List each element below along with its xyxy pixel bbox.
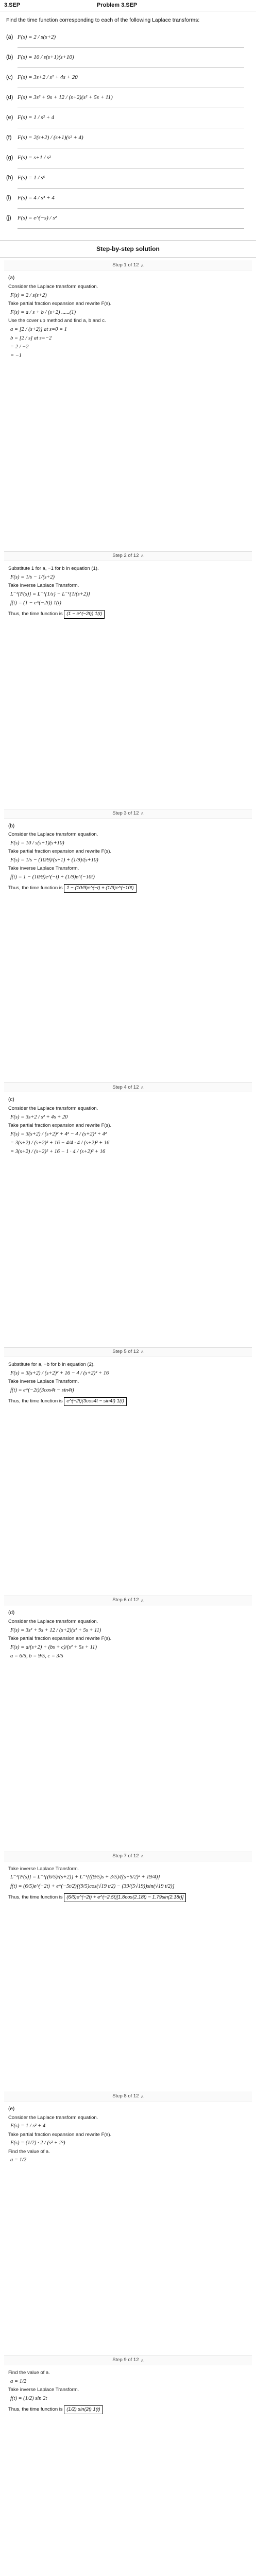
step-section: [4, 809, 252, 1083]
final-statement: [8, 2405, 249, 2414]
step-equation: = 2 / −2: [10, 344, 29, 350]
final-text: Thus, the time function is: [8, 1398, 63, 1404]
problem-label: (a): [6, 33, 13, 40]
step-equation: f(t) = (1/2) sin 2t: [10, 2396, 47, 2401]
step-text: Substitute 1 for a, −1 for b in equation (1).: [8, 565, 99, 571]
step-equation: f(t) = 1 − (10/9)e^(−t) + (1/9)e^(−10t): [10, 874, 95, 880]
step-equation: F(s) = 1 / s² + 4: [10, 2123, 46, 2129]
chevron-up-icon[interactable]: ˄: [141, 1349, 144, 1355]
problem-label: (i): [6, 194, 11, 201]
final-statement: [8, 1397, 249, 1406]
step-section: [4, 2355, 252, 2576]
chevron-up-icon[interactable]: ˄: [141, 1084, 144, 1090]
part-label: (a): [8, 275, 15, 281]
boxed-answer: (1/2) sin(2t) 1(t): [64, 2405, 103, 2414]
step-text: Take inverse Laplace Transform.: [8, 1866, 79, 1872]
step-section: [4, 1852, 252, 2092]
step-equation: F(s) = 3(s+2) / (s+2)² + 4² − 4 / (s+2)² + 4²: [10, 1131, 107, 1137]
step-text: Consider the Laplace transform equation.: [8, 832, 98, 838]
step-header[interactable]: [4, 1596, 252, 1605]
step-header-label: Step 8 of 12: [112, 2093, 139, 2099]
chevron-up-icon[interactable]: ˄: [141, 553, 144, 559]
chevron-up-icon[interactable]: ˄: [141, 1853, 144, 1859]
step-header-label: Step 1 of 12: [112, 262, 139, 268]
step-list: [0, 261, 256, 2576]
problem-item: [6, 209, 250, 227]
step-equation: F(s) = (1/2) · 2 / (s² + 2²): [10, 2140, 65, 2146]
final-text: Thus, the time function is: [8, 885, 63, 891]
step-header[interactable]: [4, 1348, 252, 1357]
problem-item: [6, 189, 250, 207]
problem-label: (e): [6, 114, 13, 121]
final-statement: [8, 610, 249, 619]
problem-item: [6, 108, 250, 127]
step-equation: a = 1/2: [10, 2157, 27, 2163]
step-header-label: Step 3 of 12: [112, 810, 139, 816]
step-body: [4, 270, 252, 551]
step-equation: L⁻¹{F(s)} = L⁻¹{(6/5)/(s+2)} + L⁻¹{((9/5)s + 3/5)/((s+5/2)² + 19/4)}: [10, 1874, 160, 1880]
step-header-label: Step 6 of 12: [112, 1597, 139, 1603]
step-body: [4, 1357, 252, 1596]
step-text: Consider the Laplace transform equation.: [8, 2114, 98, 2121]
problem-expression: F(s) = 1 / s² + 4: [18, 114, 55, 121]
problem-label: (j): [6, 214, 11, 221]
chevron-up-icon[interactable]: ˄: [141, 263, 144, 268]
step-section: [4, 261, 252, 551]
final-text: Thus, the time function is: [8, 2406, 63, 2413]
step-equation: f(t) = (1 − e^(−2t)) 1(t): [10, 600, 61, 606]
step-header[interactable]: [4, 2092, 252, 2102]
step-equation: a = [2 / (s+2)] at s=0 = 1: [10, 326, 67, 332]
part-label: (c): [8, 1097, 14, 1103]
step-body: [4, 819, 252, 1083]
step-equation: b = [2 / s] at s=−2: [10, 335, 52, 341]
step-equation: F(s) = 1/s − (10/9)/(s+1) + (1/9)/(s+10): [10, 857, 98, 863]
step-header[interactable]: [4, 1852, 252, 1861]
solution-title: Step-by-step solution: [0, 240, 256, 258]
step-text: Consider the Laplace transform equation.: [8, 1618, 98, 1624]
step-equation: a = 6/5, b = 9/5, c = 3/5: [10, 1653, 63, 1659]
problem-label: (h): [6, 174, 13, 181]
step-header[interactable]: [4, 552, 252, 561]
problem-label: (f): [6, 134, 12, 141]
chevron-up-icon[interactable]: ˄: [141, 2358, 144, 2363]
boxed-answer: (6/5)e^(−2t) + e^(−2.5t)[1.8cos(2.18t) − 1.79sin(2.18t)]: [64, 1893, 186, 1902]
step-header[interactable]: [4, 1083, 252, 1092]
answer-rule: [18, 228, 244, 229]
problem-label: (g): [6, 154, 13, 161]
step-header-label: Step 5 of 12: [112, 1348, 139, 1354]
problem-item: [6, 168, 250, 187]
problem-expression: F(s) = 2 / s(s+2): [18, 33, 56, 40]
step-text: Take inverse Laplace Transform.: [8, 1378, 79, 1384]
step-equation: F(s) = 2 / s(s+2): [10, 292, 47, 298]
step-text: Take inverse Laplace Transform.: [8, 2387, 79, 2393]
step-body: [4, 2102, 252, 2355]
problem-expression: F(s) = 3s+2 / s² + 4s + 20: [18, 74, 78, 80]
step-section: [4, 1347, 252, 1596]
problem-expression: F(s) = 10 / s(s+1)(s+10): [18, 54, 74, 60]
step-text: Find the value of a.: [8, 2370, 50, 2376]
header-left: 3.SEP: [4, 2, 21, 9]
step-equation: F(s) = 3s² + 9s + 12 / (s+2)(s² + 5s + 11): [10, 1627, 101, 1633]
step-section: [4, 551, 252, 809]
step-equation: f(t) = (6/5)e^(−2t) + e^(−5t/2)[(9/5)cos(√19 t/2) − (39/(5√19))sin(√19 t/2)]: [10, 1883, 175, 1889]
step-header[interactable]: [4, 809, 252, 819]
part-label: (d): [8, 1610, 15, 1616]
final-statement: [8, 1893, 249, 1902]
header-title: Problem 3.SEP: [97, 2, 138, 9]
boxed-answer: e^(−2t)(3cos4t − sin4t) 1(t): [64, 1397, 127, 1406]
chevron-up-icon[interactable]: ˄: [141, 810, 144, 816]
step-equation: F(s) = 10 / s(s+1)(s+10): [10, 840, 64, 846]
step-body: [4, 1861, 252, 2092]
step-body: [4, 1092, 252, 1347]
step-text: Consider the Laplace transform equation.: [8, 1105, 98, 1111]
step-header-label: Step 4 of 12: [112, 1084, 139, 1090]
step-section: [4, 2092, 252, 2355]
top-bar: [0, 0, 256, 11]
step-header-label: Step 9 of 12: [112, 2357, 139, 2363]
step-text: Consider the Laplace transform equation.: [8, 283, 98, 290]
problem-expression: F(s) = s+1 / s²: [18, 154, 51, 161]
boxed-answer: 1 − (10/9)e^(−t) + (1/9)e^(−10t): [64, 884, 136, 893]
step-equation: F(s) = 3s+2 / s² + 4s + 20: [10, 1114, 68, 1120]
step-body: [4, 2365, 252, 2576]
step-text: Take partial fraction expansion and rewrite F(s).: [8, 1122, 112, 1128]
problem-item: [6, 88, 250, 107]
problem-label: (d): [6, 94, 13, 100]
problem-label: (c): [6, 74, 13, 80]
step-header[interactable]: [4, 2356, 252, 2365]
step-equation: = 3(s+2) / (s+2)² + 16 − 1 · 4 / (s+2)² + 16: [10, 1149, 106, 1155]
step-body: [4, 561, 252, 809]
problem-expression: F(s) = 3s² + 9s + 12 / (s+2)(s² + 5s + 11): [18, 94, 113, 100]
step-header-label: Step 2 of 12: [112, 553, 139, 559]
step-text: Substitute for a, −b for b in equation (2).: [8, 1361, 95, 1367]
step-equation: = −1: [10, 353, 22, 359]
step-equation: F(s) = 3(s+2) / (s+2)² + 16 − 4 / (s+2)² + 16: [10, 1370, 109, 1376]
final-statement: [8, 884, 249, 893]
problem-expression: F(s) = 4 / s⁴ + 4: [18, 194, 55, 201]
final-text: Thus, the time function is: [8, 1894, 63, 1900]
final-text: Thus, the time function is: [8, 611, 63, 617]
problem-item: [6, 148, 250, 167]
step-text: Take inverse Laplace Transform.: [8, 582, 79, 588]
problem-expression: F(s) = 1 / s⁶: [18, 174, 45, 181]
problem-item: [6, 28, 250, 46]
problem-list: [0, 26, 256, 229]
step-header[interactable]: [4, 261, 252, 270]
step-equation: f(t) = e^(−2t)(3cos4t − sin4t): [10, 1387, 74, 1393]
step-text: Take partial fraction expansion and rewrite F(s).: [8, 2131, 112, 2138]
problem-item: [6, 68, 250, 87]
part-label: (b): [8, 823, 15, 829]
step-text: Take partial fraction expansion and rewrite F(s).: [8, 1635, 112, 1641]
part-label: (e): [8, 2106, 15, 2112]
step-section: [4, 1082, 252, 1347]
step-text: Find the value of a.: [8, 2148, 50, 2155]
step-equation: F(s) = a / s + b / (s+2) ......(1): [10, 309, 76, 315]
step-equation: F(s) = 1/s − 1/(s+2): [10, 574, 55, 580]
boxed-answer: (1 − e^(−2t)) 1(t): [64, 610, 105, 619]
step-equation: F(s) = a/(s+2) + (bs + c)/(s² + 5s + 11): [10, 1644, 97, 1650]
step-section: [4, 1596, 252, 1851]
problem-expression: F(s) = 2(s+2) / (s+1)(s² + 4): [18, 134, 83, 141]
step-equation: = 3(s+2) / (s+2)² + 16 − 4/4 · 4 / (s+2)² + 16: [10, 1140, 110, 1146]
step-equation: L⁻¹{F(s)} = L⁻¹{1/s} − L⁻¹{1/(s+2)}: [10, 591, 90, 597]
problem-label: (b): [6, 54, 13, 60]
step-equation: a = 1/2: [10, 2379, 27, 2385]
step-text: Use the cover up method and find a, b and c.: [8, 317, 106, 324]
chevron-up-icon[interactable]: ˄: [141, 1598, 144, 1603]
step-header-label: Step 7 of 12: [112, 1853, 139, 1859]
problem-expression: F(s) = e^(−s) / s²: [18, 214, 57, 221]
problem-item: [6, 128, 250, 147]
intro-text: Find the time function corresponding to each of the following Laplace transforms:: [6, 17, 200, 23]
step-text: Take partial fraction expansion and rewrite F(s).: [8, 849, 112, 855]
chevron-up-icon[interactable]: ˄: [141, 2094, 144, 2099]
step-text: Take inverse Laplace Transform.: [8, 866, 79, 871]
step-text: Take partial fraction expansion and rewrite F(s).: [8, 300, 112, 307]
problem-item: [6, 48, 250, 66]
step-body: [4, 1605, 252, 1851]
